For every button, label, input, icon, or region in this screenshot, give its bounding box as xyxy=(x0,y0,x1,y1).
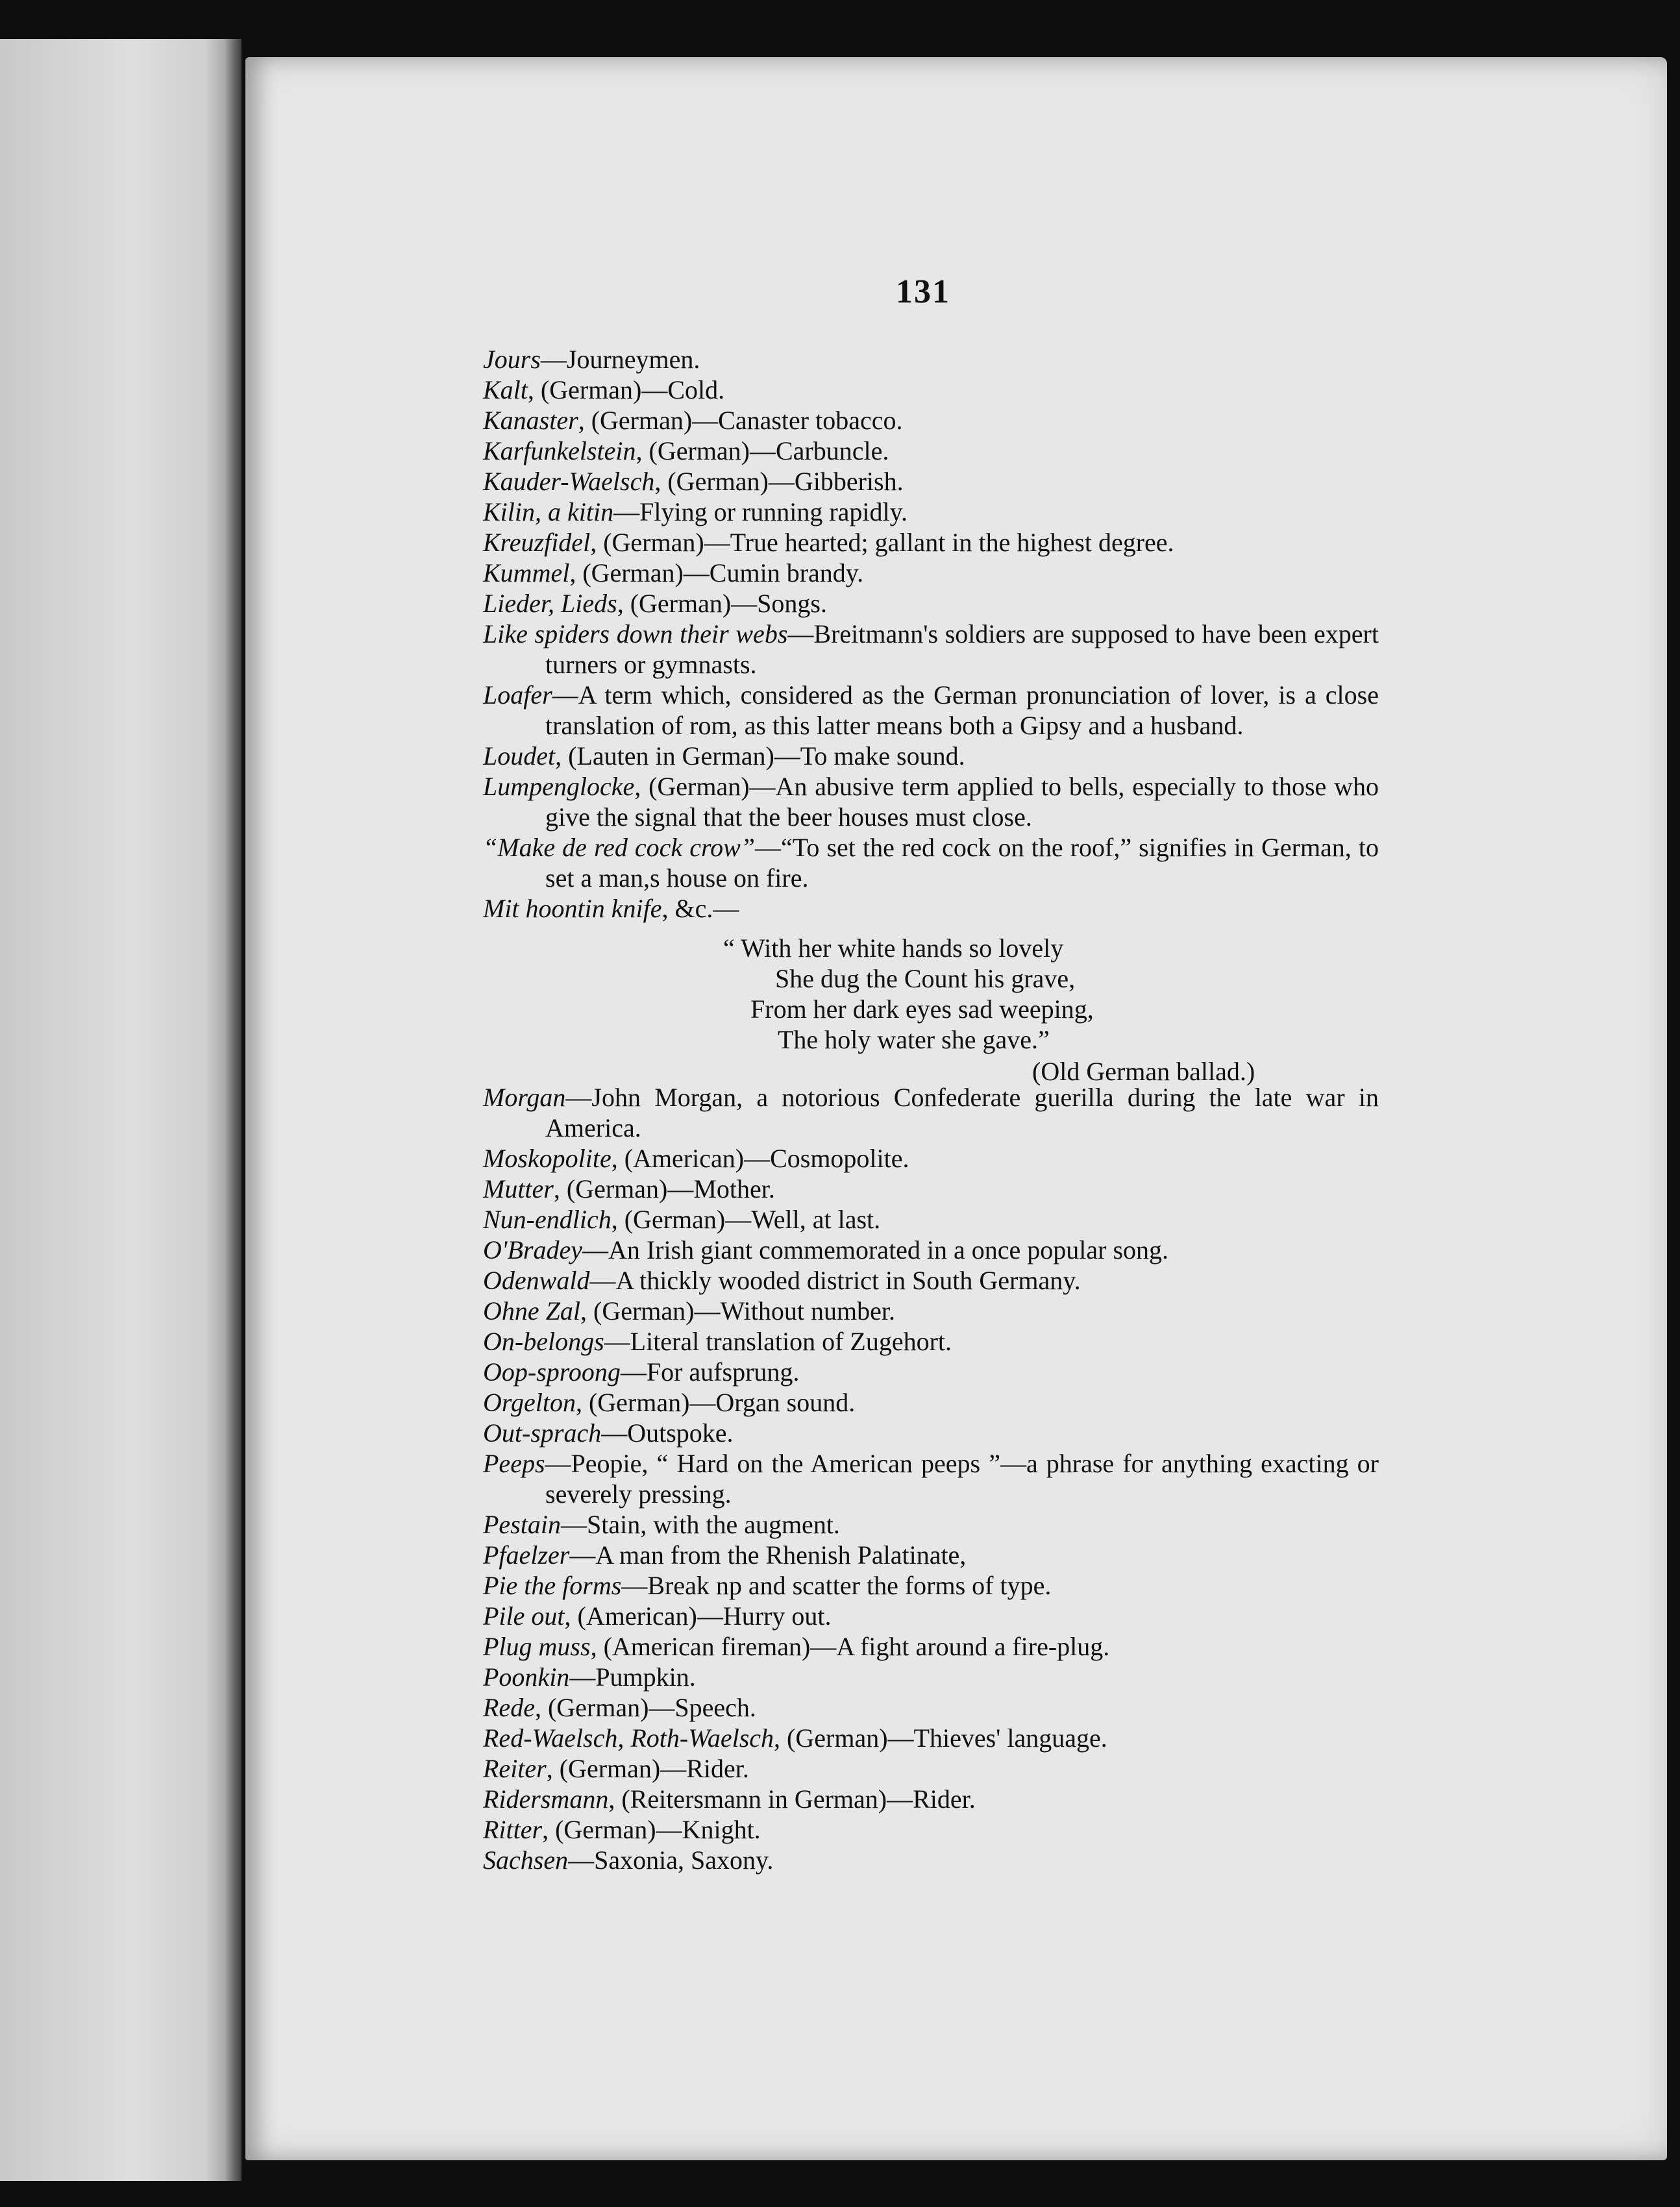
entry-definition: , (German)—Canaster tobacco. xyxy=(578,406,903,435)
entry-term: Kilin, a kitin xyxy=(483,497,614,526)
entry-term: Mutter xyxy=(483,1174,554,1203)
entry-term: O'Bradey xyxy=(483,1235,582,1264)
entry-definition: —Flying or running rapidly. xyxy=(613,497,908,526)
entry-term: Loudet xyxy=(483,741,556,771)
entry-definition: , (German)—Organ sound. xyxy=(575,1388,856,1417)
glossary-entry xyxy=(483,1753,1379,1784)
entry-definition: —For aufsprung. xyxy=(620,1357,800,1387)
glossary-entry xyxy=(483,1662,1379,1692)
entry-definition: —Break np and scatter the forms of type. xyxy=(621,1571,1052,1600)
entry-definition: —Literal translation of Zugehort. xyxy=(604,1327,952,1356)
glossary-entry xyxy=(483,1387,1379,1418)
glossary-entry xyxy=(483,1570,1379,1601)
ballad-quote xyxy=(483,933,1379,1086)
entry-definition: , (German)—Gibberish. xyxy=(654,467,904,496)
entry-term: Like spiders down their webs xyxy=(483,619,788,648)
ballad-line: “ With her white hands so lovely xyxy=(723,933,1064,963)
glossary-entry xyxy=(483,1143,1379,1174)
entry-term: Pestain xyxy=(483,1510,561,1539)
entry-term: Ridersmann xyxy=(483,1784,609,1814)
entry-term: On-belongs xyxy=(483,1327,604,1356)
glossary-entries xyxy=(483,344,1379,1875)
entry-definition: , (German)—Speech. xyxy=(534,1693,756,1722)
glossary-entry xyxy=(483,1509,1379,1540)
entry-definition: —A thickly wooded district in South Germany. xyxy=(589,1266,1081,1295)
glossary-entry xyxy=(483,832,1379,893)
entry-term: Pfaelzer xyxy=(483,1540,570,1570)
entry-term: Ritter xyxy=(483,1815,543,1844)
glossary-entry xyxy=(483,771,1379,832)
entry-definition: —Outspoke. xyxy=(601,1418,734,1448)
entry-definition: , (German)—True hearted; gallant in the highest degree. xyxy=(590,528,1174,557)
glossary-entry xyxy=(483,527,1379,558)
entry-term: Kummel xyxy=(483,558,570,587)
entry-term: Lumpenglocke xyxy=(483,772,635,801)
entry-definition: , (Reitersmann in German)—Rider. xyxy=(608,1784,976,1814)
entry-term: Red-Waelsch, Roth-Waelsch xyxy=(483,1723,774,1753)
glossary-entry xyxy=(483,1265,1379,1296)
glossary-entry xyxy=(483,1692,1379,1723)
entry-definition: , (German)—Well, at last. xyxy=(611,1205,881,1234)
entry-definition: , (German)—An abusive term applied to bells, especially to those who give the signal that the beer houses must close. xyxy=(545,772,1379,832)
glossary-entry xyxy=(483,1326,1379,1357)
page-number: 131 xyxy=(896,273,950,310)
entry-term: Karfunkelstein xyxy=(483,436,636,465)
glossary-group-2 xyxy=(483,1082,1379,1875)
glossary-entry xyxy=(483,1296,1379,1326)
entry-definition: , (American)—Cosmopolite. xyxy=(611,1144,909,1173)
glossary-entry xyxy=(483,1357,1379,1387)
entry-term: Reiter xyxy=(483,1754,547,1783)
glossary-entry xyxy=(483,466,1379,497)
entry-definition: , (German)—Cold. xyxy=(527,375,725,404)
entry-definition: , &c.— xyxy=(661,894,739,923)
entry-term: Nun-endlich xyxy=(483,1205,611,1234)
entry-definition: , (German)—Carbuncle. xyxy=(636,436,889,465)
glossary-entry xyxy=(483,1814,1379,1845)
glossary-entry xyxy=(483,1174,1379,1204)
ballad-line: From her dark eyes sad weeping, xyxy=(750,994,1094,1024)
entry-term: Lieder, Lieds xyxy=(483,589,617,618)
facing-page-edge xyxy=(0,39,241,2181)
entry-term: Kauder-Waelsch xyxy=(483,467,655,496)
entry-definition: —Pumpkin. xyxy=(569,1662,696,1692)
entry-definition: , (German)—Rider. xyxy=(546,1754,749,1783)
entry-definition: —“To set the red cock on the roof,” signifies in German, to set a man,s house on fire. xyxy=(545,833,1379,893)
glossary-entry xyxy=(483,436,1379,466)
entry-term: Rede xyxy=(483,1693,535,1722)
glossary-entry xyxy=(483,1448,1379,1509)
glossary-entry xyxy=(483,1601,1379,1631)
entry-term: Loafer xyxy=(483,680,552,709)
entry-term: Peeps xyxy=(483,1449,545,1478)
entry-definition: , (German)—Thieves' language. xyxy=(774,1723,1107,1753)
glossary-entry xyxy=(483,497,1379,527)
glossary-entry xyxy=(483,1235,1379,1265)
glossary-entry xyxy=(483,1540,1379,1570)
glossary-entry xyxy=(483,680,1379,741)
entry-definition: , (American)—Hurry out. xyxy=(564,1601,832,1631)
glossary-entry xyxy=(483,375,1379,405)
entry-definition: —Saxonia, Saxony. xyxy=(568,1845,774,1875)
glossary-entry xyxy=(483,893,1379,924)
entry-term: Ohne Zal xyxy=(483,1296,580,1325)
entry-definition: , (American fireman)—A fight around a fire-plug. xyxy=(590,1632,1110,1661)
entry-term: Plug muss xyxy=(483,1632,591,1661)
entry-definition: —Stain, with the augment. xyxy=(560,1510,840,1539)
glossary-entry xyxy=(483,1723,1379,1753)
entry-term: Kanaster xyxy=(483,406,578,435)
entry-definition: —John Morgan, a notorious Confederate guerilla during the late war in America. xyxy=(545,1083,1379,1142)
entry-definition: , (German)—Cumin brandy. xyxy=(569,558,864,587)
entry-term: Orgelton xyxy=(483,1388,576,1417)
entry-term: “Make de red cock crow” xyxy=(483,833,755,862)
glossary-entry xyxy=(483,1631,1379,1662)
entry-term: Pile out xyxy=(483,1601,565,1631)
entry-term: Oop-sproong xyxy=(483,1357,621,1387)
entry-term: Out-sprach xyxy=(483,1418,602,1448)
entry-term: Kreuzfidel xyxy=(483,528,591,557)
entry-term: Odenwald xyxy=(483,1266,590,1295)
entry-definition: , (German)—Songs. xyxy=(617,589,827,618)
glossary-entry xyxy=(483,588,1379,619)
ballad-line: She dug the Count his grave, xyxy=(775,964,1076,993)
glossary-group-1 xyxy=(483,344,1379,924)
glossary-entry xyxy=(483,1082,1379,1143)
entry-term: Sachsen xyxy=(483,1845,569,1875)
entry-term: Poonkin xyxy=(483,1662,570,1692)
ballad-attribution: (Old German ballad.) xyxy=(1032,1057,1255,1086)
glossary-entry xyxy=(483,741,1379,771)
glossary-entry xyxy=(483,558,1379,588)
entry-definition: —Breitmann's soldiers are supposed to have been expert turners or gymnasts. xyxy=(545,619,1379,679)
entry-term: Pie the forms xyxy=(483,1571,622,1600)
entry-definition: —A man from the Rhenish Palatinate, xyxy=(569,1540,967,1570)
entry-definition: , (German)—Mother. xyxy=(553,1174,775,1203)
glossary-entry xyxy=(483,619,1379,680)
entry-definition: —Journeymen. xyxy=(540,345,700,374)
entry-term: Morgan xyxy=(483,1083,566,1112)
entry-term: Moskopolite xyxy=(483,1144,611,1173)
glossary-entry xyxy=(483,1845,1379,1875)
entry-definition: —A term which, considered as the German pronunciation of lover, is a close translation of rom, as this latter means both a Gipsy and a husband. xyxy=(545,680,1379,740)
glossary-entry xyxy=(483,1418,1379,1448)
glossary-entry xyxy=(483,405,1379,436)
entry-definition: , (German)—Knight. xyxy=(542,1815,761,1844)
glossary-entry xyxy=(483,344,1379,375)
entry-definition: , (Lauten in German)—To make sound. xyxy=(555,741,965,771)
entry-definition: —Peopie, “ Hard on the American peeps ”—a phrase for anything exacting or severely pressing. xyxy=(545,1449,1379,1509)
glossary-entry xyxy=(483,1784,1379,1814)
entry-term: Kalt xyxy=(483,375,528,404)
entry-definition: , (German)—Without number. xyxy=(580,1296,895,1325)
entry-term: Jours xyxy=(483,345,541,374)
glossary-entry xyxy=(483,1204,1379,1235)
entry-term: Mit hoontin knife xyxy=(483,894,662,923)
ballad-line: The holy water she gave.” xyxy=(778,1025,1050,1054)
entry-definition: —An Irish giant commemorated in a once popular song. xyxy=(582,1235,1169,1264)
